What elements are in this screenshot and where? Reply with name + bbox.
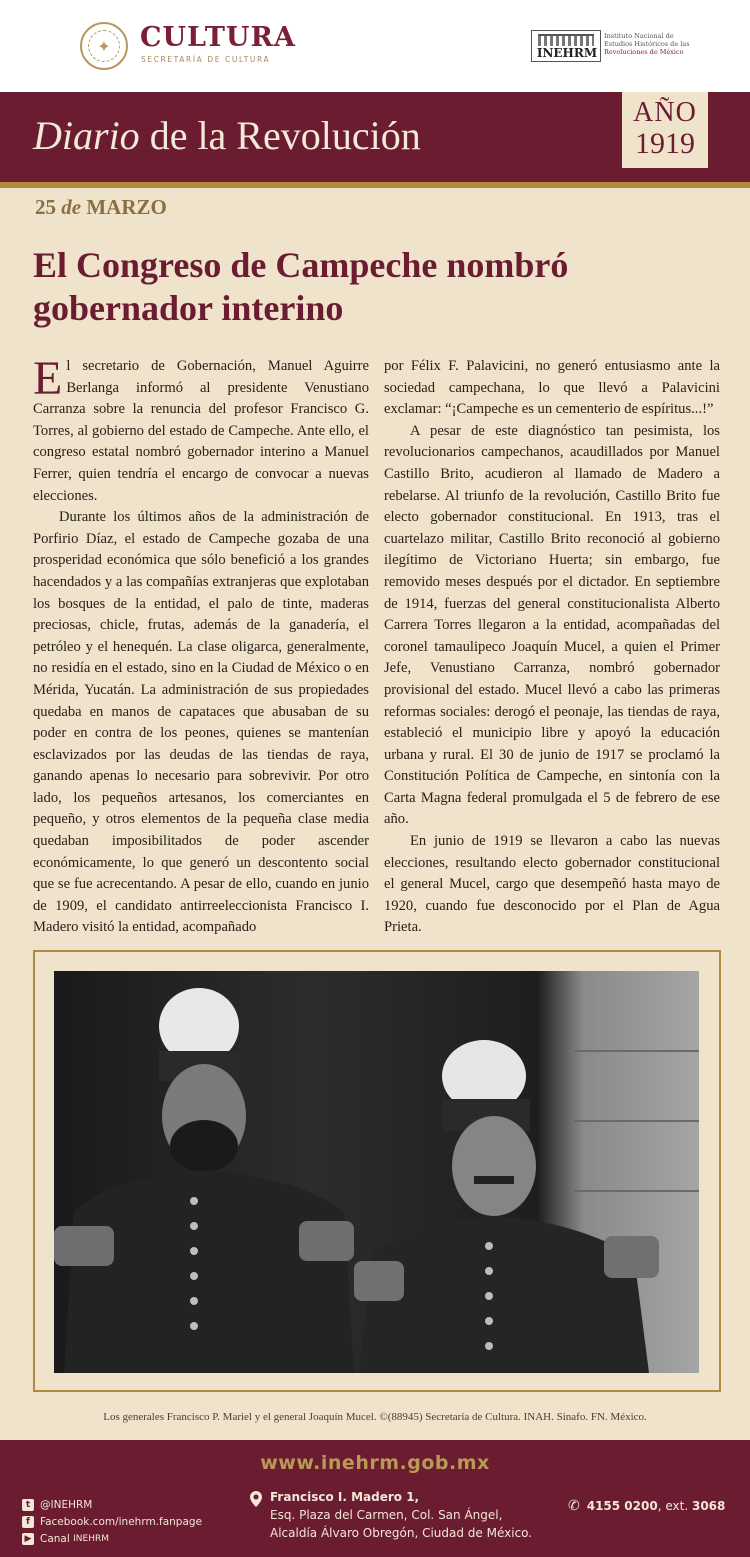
phone-icon: ✆	[568, 1498, 580, 1514]
date-day: 25	[35, 195, 56, 219]
stone-column	[574, 1051, 699, 1191]
inehrm-logo	[531, 30, 601, 62]
year-badge	[622, 92, 708, 168]
address-block	[250, 1488, 550, 1542]
building-icon	[538, 34, 594, 46]
epaulette-right-a	[354, 1261, 404, 1301]
moustache-right	[474, 1176, 514, 1184]
social-links	[22, 1496, 242, 1547]
mexico-seal-icon: ✦	[80, 22, 128, 70]
twitter-handle: @INEHRM	[40, 1498, 93, 1511]
location-pin-icon	[250, 1491, 262, 1507]
series-title-rest: de la Revolución	[139, 113, 421, 158]
series-title-italic: Diario	[33, 113, 140, 158]
website-link[interactable]: www.inehrm.gob.mx	[260, 1452, 490, 1474]
historical-photo	[54, 971, 699, 1373]
inehrm-line1: Instituto Nacional de	[604, 32, 674, 40]
paragraph: A pesar de este diagnóstico tan pesimista, los revolucionarios campechanos, acaudillados por Manuel Castillo Brito, acudieron al llamado de Madero a rebelarse. Al triunfo de la revolución, Castillo Brito fue electo gobernador constitucional. En 1913, tras el cuartelazo militar, Castillo Brito reconoció al gobierno ilegítimo de Victoriano Huerta; sin embargo, fue removido meses después por el dictador. En septiembre de 1914, fuerzas del general constitucionalista Alberto Carrera Torres llegaron a la entidad, acompañadas del coronel tamaulipeco Joaquín Mucel, a quien el Primer Jefe, Venustiano Carranza, nombró gobernador provisional del estado. Mucel llevó a cabo las primeras reformas sociales: derogó el peonaje, las tiendas de raya, estableció el municipio libre y apoyó la educación urbana y rural. El 30 de junio de 1917 se proclamó la Constitución Política de Campeche, en sintonía con la Carta Magna federal promulgada el 5 de febrero de ese año.	[384, 422, 720, 828]
uniform-left	[64, 1171, 354, 1373]
banner-gold-rule	[0, 182, 750, 188]
paragraph-text: l secretario de Gobernación, Manuel Aguirre Berlanga informó al presidente Venustiano Carranza sobre la renuncia del profesor Francisco G. Torres, al gobierno del estado de Campeche. Ante ello, el congreso estatal nombró gobernador interino a Manuel Ferrer, quien tendría el encargo de convocar a nuevas elecciones.	[33, 358, 369, 504]
article-headline: El Congreso de Campeche nombró gobernador interino	[33, 245, 569, 328]
epaulette-left-a	[54, 1226, 114, 1266]
phone-number[interactable]	[568, 1498, 725, 1514]
facebook-link[interactable]	[22, 1513, 242, 1530]
cultura-subtitle: SECRETARÍA DE CULTURA	[141, 55, 271, 64]
youtube-prefix: Canal	[40, 1532, 70, 1545]
phone-main: 4155 0200	[586, 1499, 658, 1513]
paragraph: Durante los últimos años de la administración de Porfirio Díaz, el estado de Campeche gozaba de una prosperidad económica que sólo benefició a los grandes hacendados y a las compañías extranjeras que explotaban los bosques de la entidad, el palo de tinte, maderas preciosas, chicle, frutas, además de la ganadería, el petróleo y el henequén. La clase oligarca, generalmente, no residía en el estado, sino en la Ciudad de México o en Mérida, Yucatán. La administración de sus propiedades quedaba en manos de capataces que abusaban de su poder en contra de los peones, quienes se mantenían esclavizados por las deudas de las tiendas de raya, ganando apenas lo necesario para sobrevivir. Por otro lado, los pequeños artesanos, los comerciantes en pequeño, y otros elementos de la pequeña clase media quedaban imposibilitados de poder ascender económicamente, lo que generó un descontento social que se fue acrecentando. A pesar de ello, cuando en junio de 1909, el candidato antirreeleccionista Francisco I. Madero visitó la entidad, acompañado	[33, 509, 369, 936]
cultura-logo: CULTURA	[140, 22, 296, 53]
paragraph: En junio de 1919 se llevaron a cabo las nuevas elecciones, resultando electo gobernador constitucional el general Mucel, cargo que desempeñó hasta mayo de 1920, cuando fue desconocido por el Plan de Agua Prieta.	[384, 833, 720, 936]
epaulette-right-b	[604, 1236, 659, 1278]
address-line2: Esq. Plaza del Carmen, Col. San Ángel,	[270, 1508, 503, 1522]
twitter-link[interactable]	[22, 1496, 242, 1513]
beard-left	[170, 1120, 238, 1172]
drop-cap: E	[33, 352, 63, 405]
facebook-icon: f	[22, 1516, 34, 1528]
twitter-icon: t	[22, 1499, 34, 1511]
face-right	[452, 1116, 536, 1216]
generals-photo-illustration	[54, 971, 699, 1373]
phone-ext-label: , ext.	[657, 1499, 689, 1513]
article-column-right	[384, 356, 720, 939]
article-column-left	[33, 352, 369, 939]
date-de: de	[61, 195, 82, 219]
year-value: 1919	[635, 127, 695, 160]
facebook-url: Facebook.com/inehrm.fanpage	[40, 1515, 203, 1528]
inehrm-line2: Estudios Históricos de las	[604, 40, 690, 48]
phone-ext: 3068	[691, 1499, 726, 1513]
youtube-channel: INEHRM	[73, 1533, 109, 1544]
address-street: Francisco I. Madero 1,	[270, 1490, 420, 1504]
epaulette-left-b	[299, 1221, 354, 1261]
youtube-link[interactable]	[22, 1530, 242, 1547]
article-date	[35, 195, 167, 220]
inehrm-logo-word: INEHRM	[536, 46, 598, 60]
inehrm-line3: Revoluciones de México	[604, 48, 684, 56]
paragraph	[33, 352, 369, 507]
paragraph: por Félix F. Palavicini, no generó entusiasmo ante la sociedad campechana, lo que llevó a Palavicini exclamar: “¡Campeche es un cementerio de espíritus...!”	[384, 358, 720, 418]
year-label: AÑO	[633, 97, 697, 128]
photo-caption: Los generales Francisco P. Mariel y el general Joaquín Mucel. ©(88945) Secretaría de Cultura. INAH. Sinafo. FN. México.	[103, 1411, 647, 1423]
series-title	[33, 112, 421, 159]
address-line3: Alcaldía Álvaro Obregón, Ciudad de México.	[270, 1526, 533, 1540]
youtube-icon: ▶	[22, 1533, 34, 1545]
date-month: MARZO	[86, 195, 167, 219]
inehrm-description	[604, 32, 694, 56]
